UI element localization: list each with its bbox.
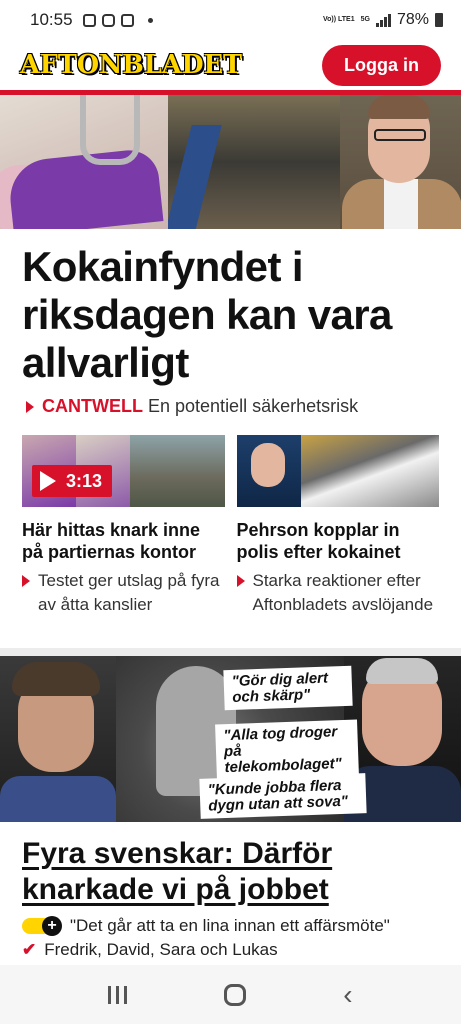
back-icon[interactable]: ‹	[343, 978, 353, 1010]
main-headline[interactable]: Kokainfyndet i riksdagen kan vara allvarligt	[22, 243, 392, 386]
second-story-card[interactable]	[0, 656, 461, 965]
sub-story-title[interactable]: Här hittas knark inne på partiernas kontor	[22, 520, 201, 562]
sub-story-desc-text: Starka reaktioner efter Aftonbladets avslöjande	[252, 571, 434, 614]
sub-story-desc	[237, 569, 440, 617]
subline-text: En potentiell säkerhetsrisk	[148, 396, 359, 416]
main-story-image[interactable]	[0, 95, 461, 229]
arrow-icon	[26, 401, 34, 413]
volte-indicator: Vo)) LTE1	[322, 16, 355, 23]
main-story-card[interactable]	[0, 95, 461, 648]
play-button[interactable]	[32, 465, 112, 497]
story-thumbnail[interactable]	[237, 435, 440, 507]
arrow-icon	[237, 575, 245, 587]
quote-line-text: "Det går att ta en lina innan ett affärsmöte"	[70, 916, 390, 935]
sub-story-card[interactable]	[237, 435, 440, 617]
portrait-photo	[340, 95, 461, 229]
kicker: CANTWELL	[42, 396, 143, 416]
play-icon	[40, 471, 56, 491]
more-notifications-icon	[148, 18, 153, 23]
main-subline[interactable]	[0, 387, 461, 417]
video-thumbnail[interactable]	[22, 435, 225, 507]
instagram-icon	[83, 14, 96, 27]
battery-icon	[435, 13, 443, 27]
check-icon: ✔	[22, 940, 37, 959]
arrow-icon	[22, 575, 30, 587]
video-duration: 3:13	[66, 470, 103, 491]
sub-story-title[interactable]: Pehrson kopplar in polis efter kokainet	[236, 520, 401, 562]
portrait-left	[0, 656, 116, 822]
plus-badge-icon: +	[22, 918, 58, 934]
quote-label: "Alla tog droger på telekombolaget"	[215, 720, 359, 781]
names-text: Fredrik, David, Sara och Lukas	[44, 940, 278, 959]
recent-apps-icon[interactable]	[108, 986, 127, 1004]
quote-line	[0, 908, 461, 936]
5g-indicator: 5G	[360, 16, 370, 23]
sub-story-card[interactable]	[22, 435, 225, 617]
quote-label: "Kunde jobba flera dygn utan att sova"	[199, 773, 366, 819]
aftonbladet-logo[interactable]: AFTONBLADET	[20, 50, 243, 80]
battery-percent: 78%	[396, 11, 429, 28]
quote-label: "Gör dig alert och skärp"	[223, 666, 352, 710]
android-nav-bar	[0, 965, 461, 1024]
second-story-image[interactable]	[0, 656, 461, 822]
site-header	[0, 40, 461, 90]
glove-photo	[0, 95, 168, 229]
signal-icon	[376, 14, 391, 27]
instagram-icon	[121, 14, 134, 27]
login-button[interactable]: Logga in	[322, 45, 441, 86]
names-line	[0, 936, 461, 960]
clock: 10:55	[30, 10, 73, 29]
sub-story-desc-text: Testet ger utslag på fyra av åtta kanslier	[38, 571, 220, 614]
riksdag-photo	[168, 95, 340, 229]
status-bar	[0, 0, 461, 40]
home-icon[interactable]	[224, 984, 246, 1006]
second-headline[interactable]: Fyra svenskar: Därför knarkade vi på jobbet	[22, 837, 333, 906]
youtube-icon	[102, 14, 115, 27]
sub-story-desc	[22, 569, 225, 617]
